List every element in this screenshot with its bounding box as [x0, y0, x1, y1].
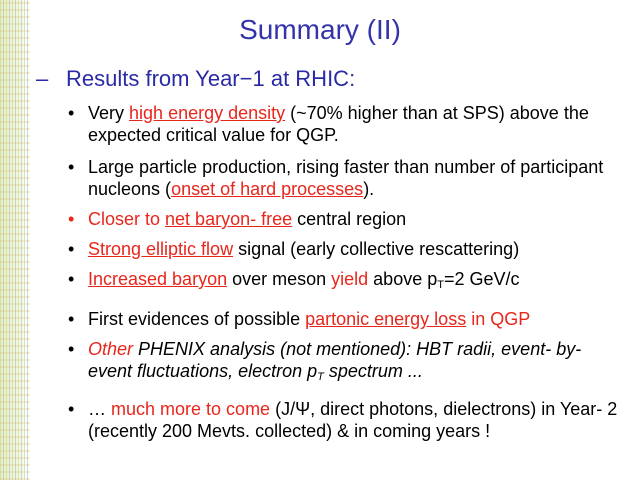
list-item	[68, 338, 628, 382]
list-item	[68, 238, 628, 260]
item-text: central region	[292, 209, 407, 229]
subscript-t: T	[317, 371, 324, 383]
bullet: •	[68, 269, 75, 289]
item-text: …	[88, 399, 112, 419]
item-text: Large particle production, rising faster than number of participant nucleons (	[88, 157, 604, 199]
item-text: over meson	[227, 269, 332, 289]
item-text: Closer to	[88, 209, 166, 229]
bullet: •	[68, 239, 75, 259]
highlight-text: in QGP	[466, 309, 531, 329]
bullet: •	[68, 399, 75, 419]
subtitle-text: Results from Year−1 at RHIC:	[66, 66, 356, 91]
item-text: above p	[368, 269, 438, 289]
highlight-text: partonic energy loss	[305, 309, 467, 329]
highlight-text: yield	[331, 269, 369, 289]
slide-title: Summary (II)	[239, 14, 401, 45]
decorative-side-strip	[0, 0, 30, 480]
item-text: (J/Ψ, direct photons, dielectrons) in Year- 2 (recently 200 Mevts. collected) & in coming years !	[88, 399, 618, 441]
list-item	[68, 398, 628, 442]
item-text: (~70% higher than at SPS) above the expected critical value for QGP.	[88, 103, 589, 145]
bullet: •	[68, 309, 75, 329]
bullet: •	[68, 339, 75, 359]
bullet: •	[68, 103, 75, 123]
item-text: First evidences of possible	[88, 309, 306, 329]
highlight-text: high energy density	[129, 103, 286, 123]
item-text: spectrum ...	[323, 361, 423, 381]
highlight-text: Strong elliptic flow	[88, 239, 234, 259]
list-item	[68, 102, 628, 146]
slide-subtitle	[36, 66, 355, 92]
list-item	[68, 156, 628, 200]
item-text: Very	[88, 103, 130, 123]
highlight-text: onset of hard processes	[171, 179, 364, 199]
item-text: PHENIX analysis (not mentioned): HBT radii, event- by- event fluctuations, electron p	[88, 339, 582, 381]
list-item	[68, 268, 628, 290]
highlight-text: Other	[88, 339, 134, 359]
list-item	[68, 208, 628, 230]
item-text: ).	[363, 179, 375, 199]
list-item	[68, 308, 628, 330]
subscript-t: T	[437, 279, 444, 291]
item-text: signal (early collective rescattering)	[233, 239, 520, 259]
item-text: =2 GeV/c	[443, 269, 520, 289]
highlight-text: much more to come	[111, 399, 271, 419]
bullet: •	[68, 209, 75, 229]
highlight-text: Increased baryon	[88, 269, 228, 289]
bullet: •	[68, 157, 75, 177]
highlight-text: net baryon- free	[165, 209, 293, 229]
subtitle-dash: –	[36, 66, 49, 91]
